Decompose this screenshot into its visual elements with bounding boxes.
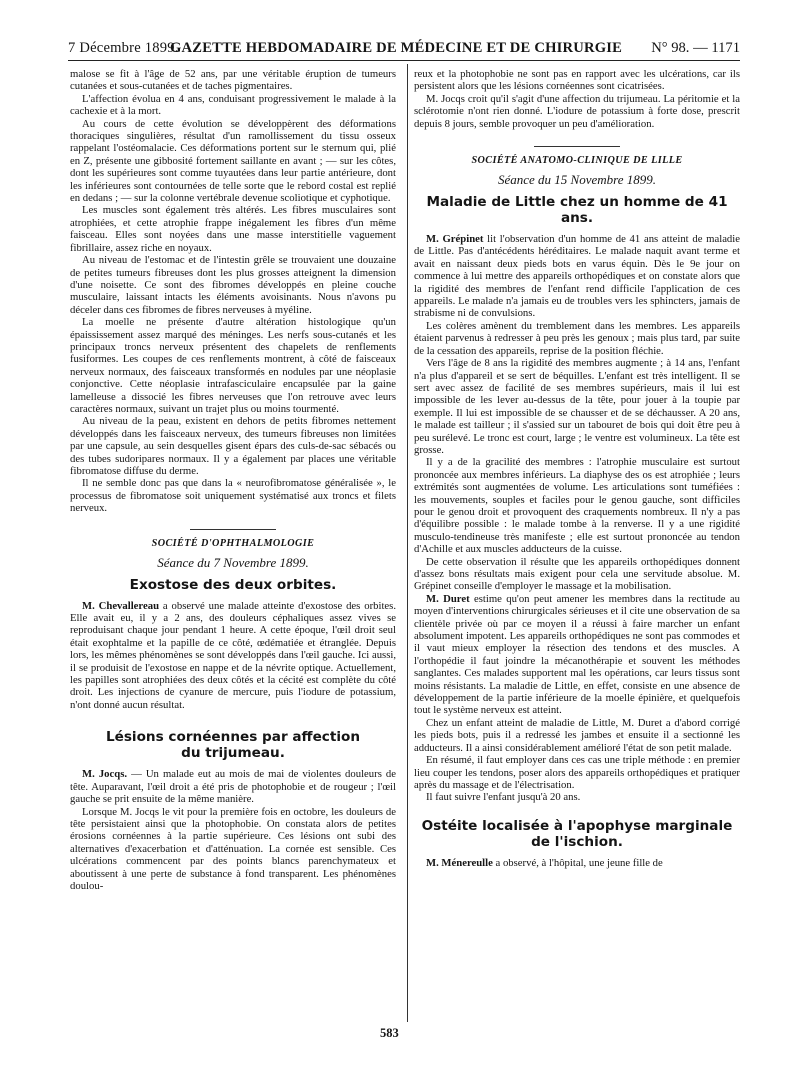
article-text: lit l'observation d'un homme de 41 ans atteint de maladie de Little. Pas d'antécédents héréditaires. Le malade naquit avant terme et avait en naissant deux pieds bots en varus équin. Dès le 9e jour on commence à lui mettre des appareils orthopédiques et on constate alors que la rigidité des membres de l'enfant rend difficile l'application de ces appareils. Le malade n'a jamais eu de troubles vers les sphincters, jamais de strabisme ni de convulsions. xyxy=(414,233,740,320)
paragraph: Il ne semble donc pas que dans la « neurofibromatose généralisée », le processus de fibromatose soit uniquement systématisé aux troncs et filets nerveux. xyxy=(70,477,396,515)
section-rule xyxy=(190,529,276,530)
paragraph: M. Jocqs croit qu'il s'agit d'une affection du trijumeau. La péritomie et la sclérotomie n'ont rien donné. L'iodure de potassium à forte dose, prescrit depuis 8 jours, semble provoquer un peu d'amélioration. xyxy=(414,92,740,130)
running-header xyxy=(68,38,740,61)
session-date: Séance du 7 Novembre 1899. xyxy=(157,554,309,570)
paragraph: Les colères amènent du tremblement dans les membres. Les appareils étaient parvenus à redresser à peu près les genoux ; mais plus tard, par suite de la cessation des appareils, reprise de la position fléchie. xyxy=(414,319,740,357)
paragraph: Au niveau de la peau, existent en dehors de petits fibromes nettement développés dans les faisceaux nerveux, des tumeurs fibreuses non limitées par une capsule, au sein desquelles gisent épars des culs-de-sac sébacés ou des tubes sudoripares normaux. Il y a également par places une véritable fibromatose diffuse du derme. xyxy=(70,415,396,477)
article-text: estime qu'on peut amener les membres dans la rectitude au moyen d'interventions chirurgicales sérieuses et il cite une observation de sa clientèle privée où par ce moyen il a réussi à faire marcher un enfant absolument impotent. Les appareils orthopédiques ne sont pas commodes et il vaut mieux employer la résection des tendons et des muscles. A l'orthopédie il faut joindre la mécanothérapie et souvent les méthodes sanglantes. Ces malades supportent mal les opérations, car leurs tissus sont moins résistants. La maladie de Little, en effet, consiste en une absence de développement de la partie inférieure de la moelle épinière, et quelquefois tout le système nerveux est atteint. xyxy=(414,592,740,717)
title-line: de l'ischion. xyxy=(531,833,623,850)
article-title xyxy=(70,729,396,761)
journal-title: GAZETTE HEBDOMADAIRE DE MÉDECINE ET DE CHIRURGIE xyxy=(170,40,623,56)
paragraph: Les muscles sont également très altérés. Les fibres musculaires sont atrophiées, et cette atrophie frappe inégalement les fibres d'un même faisceau. Elles sont noyées dans une masse interstitielle vaguement fibrillaire, assez riche en noyaux. xyxy=(70,204,396,254)
right-column xyxy=(414,68,740,869)
paragraph: Chez un enfant atteint de maladie de Little, M. Duret a d'abord corrigé les pieds bots, puis il a redressé les jambes et ensuite il a sectionné les adducteurs. Il a ainsi considérablement amélioré l'état de son petit malade. xyxy=(414,716,740,754)
article-text: a observé, à l'hôpital, une jeune fille de xyxy=(492,856,663,869)
article-title xyxy=(414,818,740,850)
page-folio: 583 xyxy=(380,1026,399,1040)
title-line: Lésions cornéennes par affection xyxy=(105,729,361,746)
section-rule xyxy=(534,146,620,147)
article-title: Exostose des deux orbites. xyxy=(129,576,337,593)
paragraph xyxy=(414,593,740,717)
column-divider xyxy=(407,64,408,1022)
issue-page-number: N° 98. — 1171 xyxy=(651,40,740,56)
title-line: Ostéite localisée à l'apophyse marginale xyxy=(421,817,733,834)
author-name: M. Duret xyxy=(426,592,470,605)
paragraph: La moelle ne présente d'autre altération histologique qu'un épaississement assez marqué des méninges. Les nerfs sous-cutanés et les principaux troncs nerveux présentent des chapelets de renflements fusiformes. Les coupes de ces renflements montrent, à côté de faisceaux nerveux normaux, des faisceaux transformés en nodules par une néoplasie conjonctive. Cette néoplasie intrafasciculaire encapsulée par la gaine lamelleuse a dissocié les fibres nerveuses que l'on retrouve avec leurs caractères normaux, suivant un trajet plus ou moins tourmenté. xyxy=(70,316,396,415)
paragraph: malose se fit à l'âge de 52 ans, par une véritable éruption de tumeurs cutanées et sous-cutanées et de taches pigmentaires. xyxy=(70,68,396,93)
paragraph: L'affection évolua en 4 ans, conduisant progressivement le malade à la cachexie et à la mort. xyxy=(70,92,396,118)
article-text: a observé une malade atteinte d'exostose des orbites. Elle avait eu, il y a 2 ans, des douleurs céphaliques assez vives se reproduisant chaque jour pendant 1 heure. A cette époque, l'œil droit seul était exophtalme et la papille de ce côté, œdématiée et étranglée. Depuis lors, les mêmes phénomènes se sont développés dans l'œil gauche. Ici aussi, il se produisit de l'exostose en nappe et de la névrite optique. Actuellement, les papilles sont atrophiées des deux côtés et la cécité est complète du côté droit. Les injections de cyanure de mercure, puis l'iodure de potassium, n'ont donné aucun résultat. xyxy=(70,599,396,711)
left-column xyxy=(70,68,396,892)
paragraph: Au cours de cette évolution se développèrent des déformations thoraciques singulières, résultat d'un ramollissement du tissu osseux rappelant l'ostéomalacie. Ces déformations portent sur le sternum qui, plié en Z, présente une gibbosité fortement saillante en avant ; — sur les côtes, dont les supérieures sont comme tuyautées dans leur partie antérieure, dont les inférieures sont contournées de telle sorte que le rebord costal est replié en dedans ; — sur la colonne vertébrale devenue scoliotique et cyphotique. xyxy=(70,117,396,205)
paragraph xyxy=(414,857,740,869)
paragraph: En résumé, il faut employer dans ces cas une triple méthode : en premier lieu couper les tendons, poser alors des appareils orthopédiques et pratiquer après du massage et de l'électrisation. xyxy=(414,754,740,791)
session-date: Séance du 15 Novembre 1899. xyxy=(497,172,656,188)
paragraph xyxy=(70,768,396,805)
title-line: du trijumeau. xyxy=(181,745,285,762)
author-name: M. Chevallereau xyxy=(82,599,160,612)
paragraph: De cette observation il résulte que les appareils orthopédiques donnent d'assez bons résultats mais exigent pour cela une servitude absolue. M. Grépinet conseille d'employer le massage et la mobilisation. xyxy=(414,555,740,593)
paragraph: Au niveau de l'estomac et de l'intestin grêle se trouvaient une douzaine de petites tumeurs fibreuses dont les plus grosses atteignent la dimension d'une noisette. Ce sont des fibromes développés en pleine couche musculaire, laissant intacts les éléments avoisinants. Nous n'avons pu déceler dans ces fibromes de fibres nerveuses à myéline. xyxy=(70,254,396,316)
author-name: M. Grépinet xyxy=(426,233,484,246)
paragraph: Il faut suivre l'enfant jusqu'à 20 ans. xyxy=(426,791,581,804)
paragraph xyxy=(414,233,740,320)
paragraph xyxy=(70,600,396,712)
paragraph: Vers l'âge de 8 ans la rigidité des membres augmente ; à 14 ans, l'enfant n'a plus d'appareil et se sert de béquilles. L'enfant est très intelligent. Il se sert avec assez de facilité de ses membres supérieurs, mais il lui est impossible de les lever au-dessus de la tête, pour jouer à la toupie par exemple. Il lui est impossible de se chausser et de se déchausser. A 20 ans, le malade est tailleur ; il s'assied sur un tabouret de bois qui doit être peu à peu surélevé. Le tronc est court, large ; le ventre est volumineux. La tête est grosse. xyxy=(414,357,740,456)
author-name: M. Jocqs. xyxy=(82,768,128,781)
society-name: SOCIÉTÉ D'OPHTHALMOLOGIE xyxy=(151,537,315,549)
paragraph: Lorsque M. Jocqs le vit pour la première fois en octobre, les douleurs de tête persistaient ainsi que la photophobie. On constata alors de petites érosions cornéennes à la partie supérieure. Ces lésions ont subi des alternatives d'exacerbation et d'atténuation. La cornée est sensible. Ces ulcérations commencent par des points blancs parenchymateux et aboutissent à une perte de substance à fond transparent. Les phénomènes doulou- xyxy=(70,805,396,892)
author-name: M. Ménereulle xyxy=(426,856,493,869)
header-date: 7 Décembre 1899. xyxy=(68,40,179,56)
article-text: — Un malade eut au mois de mai de violentes douleurs de tête. Auparavant, l'œil droit a été pris de photophobie et de rougeur ; l'œil gauche se prit ensuite de la même manière. xyxy=(70,768,396,806)
article-title: Maladie de Little chez un homme de 41 ans. xyxy=(426,194,728,227)
society-name: SOCIÉTÉ ANATOMO-CLINIQUE DE LILLE xyxy=(471,155,683,167)
paragraph: reux et la photophobie ne sont pas en rapport avec les ulcérations, car ils persistent alors que les lésions cornéennes sont cicatrisées. xyxy=(414,68,740,93)
paragraph: Il y a de la gracilité des membres : l'atrophie musculaire est surtout prononcée aux membres inférieurs. La diaphyse des os est atrophiée ; leurs extrémités sont augmentées de volume. Les articulations sont tuméfiées : les mouvements, souples et faciles pour le genou gauche, sont difficiles pour le genou droit et provoquent des craquements nombreux. Il n'y a pas d'équilibre possible : le malade tombe à la renverse. Il y a une rigidité musculo-tendineuse très manifeste ; elle est surtout prononcée au tendon d'Achille et aux muscles adducteurs de la cuisse. xyxy=(414,456,740,556)
